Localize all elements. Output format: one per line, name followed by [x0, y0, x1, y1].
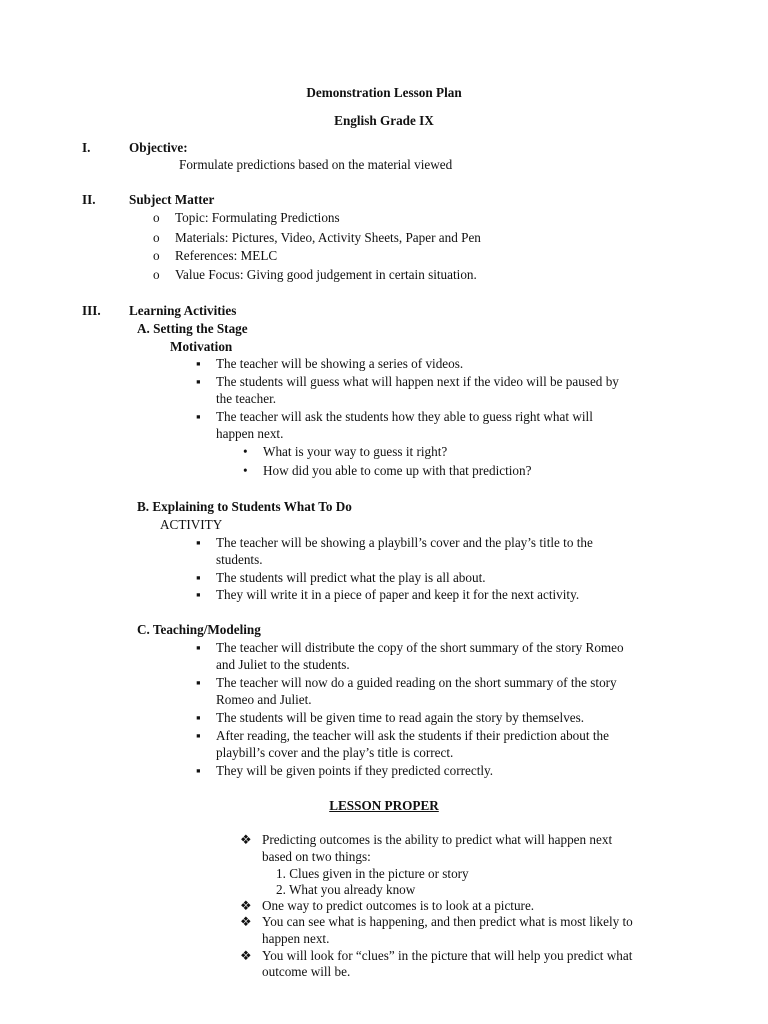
objective-text: Formulate predictions based on the material viewed [179, 157, 453, 172]
activity-line: The teacher will be showing a playbill’s cover and the play’s title to the [216, 535, 593, 550]
circle-bullet-icon: o [153, 267, 160, 282]
circle-bullet-icon: o [153, 230, 160, 245]
motivation-line: happen next. [216, 426, 284, 441]
dot-bullet-icon: • [243, 444, 248, 459]
section-number-i: I. [82, 140, 91, 155]
document-subtitle: English Grade IX [334, 113, 434, 128]
modeling-line: playbill’s cover and the play’s title is correct. [216, 745, 454, 760]
motivation-question: What is your way to guess it right? [263, 444, 448, 459]
square-bullet-icon: ▪ [196, 409, 201, 424]
modeling-line: The students will be given time to read again the story by themselves. [216, 710, 585, 725]
square-bullet-icon: ▪ [196, 675, 201, 690]
square-bullet-icon: ▪ [196, 535, 201, 550]
modeling-line: and Juliet to the students. [216, 657, 350, 672]
circle-bullet-icon: o [153, 210, 160, 225]
lesson-numbered-line: 2. What you already know [276, 882, 416, 897]
square-bullet-icon: ▪ [196, 570, 201, 585]
motivation-question: How did you able to come up with that prediction? [263, 463, 532, 478]
learning-activities-heading: Learning Activities [129, 303, 237, 318]
document-title: Demonstration Lesson Plan [306, 85, 462, 100]
modeling-line: The teacher will now do a guided reading on the short summary of the story [216, 675, 617, 690]
section-number-ii: II. [82, 192, 96, 207]
motivation-line: the teacher. [216, 391, 277, 406]
modeling-line: After reading, the teacher will ask the students if their prediction about the [216, 728, 609, 743]
lesson-line: based on two things: [262, 849, 371, 864]
square-bullet-icon: ▪ [196, 763, 201, 778]
diamond-bullet-icon: ❖ [240, 898, 252, 913]
square-bullet-icon: ▪ [196, 728, 201, 743]
dot-bullet-icon: • [243, 463, 248, 478]
motivation-line: The teacher will be showing a series of videos. [216, 356, 464, 371]
motivation-line: The teacher will ask the students how they able to guess right what will [216, 409, 593, 424]
subject-item-topic: Topic: Formulating Predictions [175, 210, 340, 225]
activity-subheading: ACTIVITY [160, 517, 223, 532]
activity-line: The students will predict what the play is all about. [216, 570, 486, 585]
square-bullet-icon: ▪ [196, 710, 201, 725]
diamond-bullet-icon: ❖ [240, 832, 252, 847]
motivation-line: The students will guess what will happen next if the video will be paused by [216, 374, 619, 389]
square-bullet-icon: ▪ [196, 587, 201, 602]
section-c-heading: C. Teaching/Modeling [137, 622, 261, 637]
lesson-line: You will look for “clues” in the picture that will help you predict what [262, 948, 633, 963]
lesson-line: One way to predict outcomes is to look at a picture. [262, 898, 535, 913]
square-bullet-icon: ▪ [196, 640, 201, 655]
lesson-line: Predicting outcomes is the ability to predict what will happen next [262, 832, 613, 847]
section-a-heading: A. Setting the Stage [137, 321, 248, 336]
activity-line: They will write it in a piece of paper and keep it for the next activity. [216, 587, 580, 602]
modeling-line: They will be given points if they predicted correctly. [216, 763, 494, 778]
section-b-heading: B. Explaining to Students What To Do [137, 499, 352, 514]
objective-heading: Objective: [129, 140, 188, 155]
square-bullet-icon: ▪ [196, 356, 201, 371]
modeling-line: The teacher will distribute the copy of the short summary of the story Romeo [216, 640, 624, 655]
lesson-line: happen next. [262, 931, 330, 946]
circle-bullet-icon: o [153, 248, 160, 263]
lesson-numbered-line: 1. Clues given in the picture or story [276, 866, 469, 881]
lesson-line: outcome will be. [262, 964, 351, 979]
activity-line: students. [216, 552, 263, 567]
modeling-line: Romeo and Juliet. [216, 692, 312, 707]
subject-item-references: References: MELC [175, 248, 278, 263]
subject-item-value-focus: Value Focus: Giving good judgement in certain situation. [175, 267, 477, 282]
lesson-proper-heading: LESSON PROPER [329, 798, 439, 813]
diamond-bullet-icon: ❖ [240, 914, 252, 929]
square-bullet-icon: ▪ [196, 374, 201, 389]
motivation-subheading: Motivation [170, 339, 233, 354]
diamond-bullet-icon: ❖ [240, 948, 252, 963]
subject-item-materials: Materials: Pictures, Video, Activity Sheets, Paper and Pen [175, 230, 481, 245]
lesson-line: You can see what is happening, and then predict what is most likely to [262, 914, 633, 929]
section-number-iii: III. [82, 303, 101, 318]
subject-matter-heading: Subject Matter [129, 192, 215, 207]
